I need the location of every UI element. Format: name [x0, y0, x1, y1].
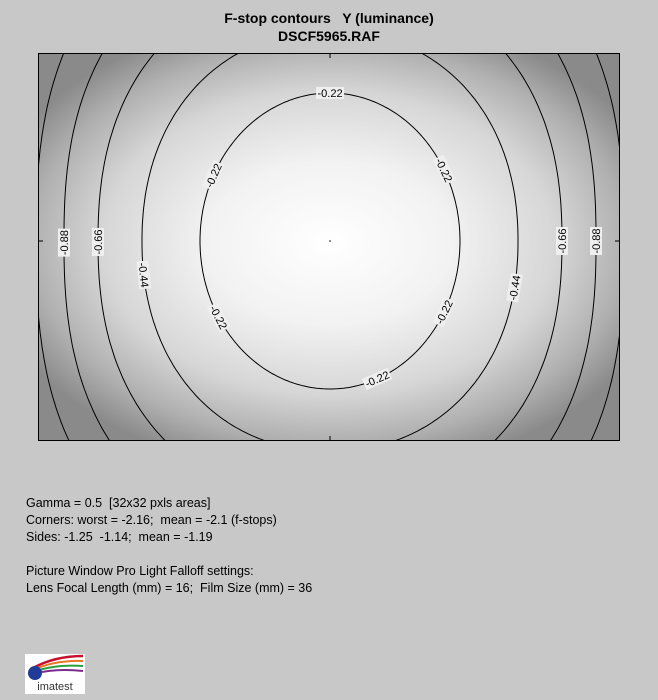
contour-label: -0.22 [317, 87, 343, 101]
contour-label: -0.22 [203, 162, 225, 190]
gamma-note: Gamma = 0.5 [32x32 pxls areas] [26, 496, 211, 510]
chart-subtitle: DSCF5965.RAF [278, 28, 380, 44]
contour-label: -0.22 [363, 369, 392, 391]
corners-note: Corners: worst = -2.16; mean = -2.1 (f-stops) [26, 513, 277, 527]
contour-label: -0.66 [92, 229, 106, 255]
sides-note: Sides: -1.25 -1.14; mean = -1.19 [26, 530, 213, 544]
contour-label: -0.66 [556, 228, 570, 254]
contour-plot [38, 53, 620, 441]
contour-label: -0.22 [434, 298, 456, 327]
contour-label: -0.44 [135, 262, 151, 289]
measurement-notes [26, 495, 312, 597]
contour-label: -0.88 [58, 230, 72, 256]
contour-label: -0.22 [432, 156, 454, 185]
contour-label: -0.22 [206, 303, 229, 332]
logo-text: imatest [37, 681, 73, 693]
pw-heading: Picture Window Pro Light Falloff settings: [26, 564, 254, 578]
contour-label: -0.44 [507, 274, 524, 302]
pw-values: Lens Focal Length (mm) = 16; Film Size (mm) = 36 [26, 581, 313, 595]
imatest-logo [25, 654, 85, 694]
contour-label: -0.88 [590, 228, 604, 254]
chart-title-block [0, 9, 658, 45]
chart-title: F-stop contours Y (luminance) [224, 10, 434, 26]
center-mark [329, 240, 331, 242]
spacer [26, 546, 312, 563]
